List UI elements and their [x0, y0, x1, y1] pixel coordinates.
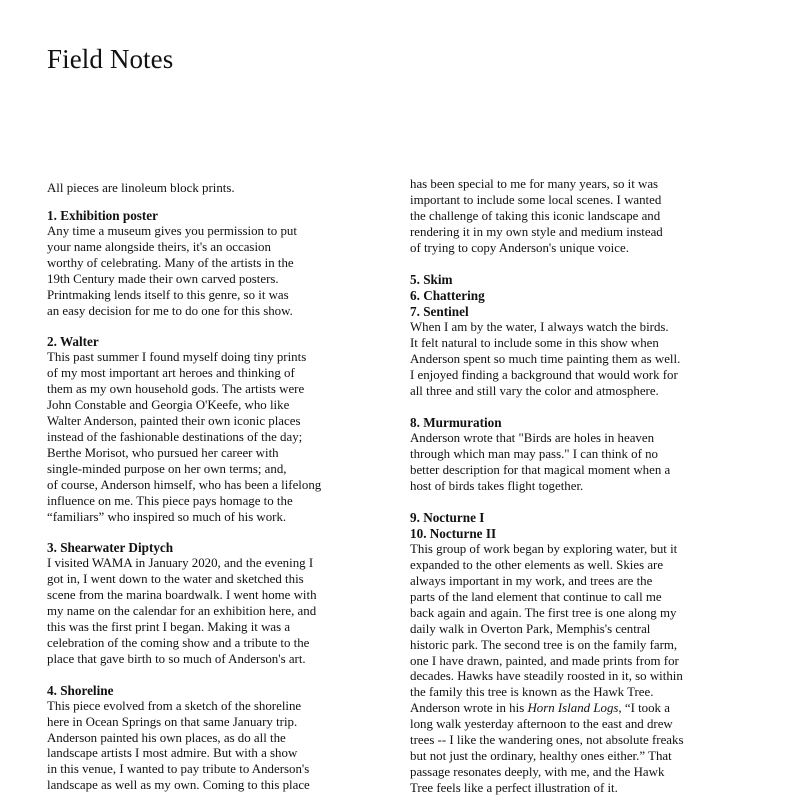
body-line: all three and still vary the color and atmosphere. — [410, 384, 659, 399]
body-line: passage resonates deeply, with me, and the Hawk — [410, 764, 665, 779]
body-line: John Constable and Georgia O'Keefe, who like — [47, 398, 290, 413]
entry-heading — [47, 683, 347, 699]
body-line: better description for that magical moment when a — [410, 462, 671, 477]
body-line: Any time a museum gives you permission to put — [47, 224, 297, 238]
body-line: back again and again. The first tree is one along my — [410, 605, 677, 620]
body-line: an easy decision for me to do one for this show. — [47, 303, 293, 318]
body-line: Anderson painted his own places, as do all the — [47, 730, 286, 745]
body-line: place that gave birth to so much of Anderson's art. — [47, 651, 306, 666]
body-line: of course, Anderson himself, who has been a lifelong — [47, 477, 322, 492]
body-line: always important in my work, and trees are the — [410, 573, 653, 588]
entry-exhibition-poster — [47, 208, 347, 319]
body-line: in this venue, I wanted to pay tribute to Anderson's — [47, 762, 310, 777]
body-line: my name on the calendar for an exhibition here, and — [47, 604, 317, 619]
body-line: important to include some local scenes. I wanted — [410, 192, 662, 207]
body-line: trees -- I like the wandering ones, not absolute freaks — [410, 733, 684, 748]
left-column — [47, 176, 347, 809]
entry-title: 7. Sentinel — [410, 304, 469, 320]
body-line: This piece evolved from a sketch of the shoreline — [47, 698, 302, 713]
body-line: “familiars” who inspired so much of his work. — [47, 509, 287, 524]
body-line: Tree feels like a perfect illustration of it. — [410, 780, 618, 795]
entry-heading — [410, 272, 720, 321]
body-line: single-minded purpose on her own terms; and, — [47, 461, 287, 476]
body-line: 19th Century made their own carved posters. — [47, 271, 279, 286]
body-line: parts of the land element that continue to call me — [410, 589, 662, 604]
body-line: instead of the fashionable destinations of the day; — [47, 429, 303, 444]
body-line: Walter Anderson, painted their own iconic places — [47, 414, 301, 429]
entry-heading — [410, 510, 720, 543]
body-line: one I have drawn, painted, and made prints from for — [410, 653, 679, 668]
body-line: Printmaking lends itself to this genre, so it was — [47, 287, 289, 302]
entry-heading — [47, 334, 347, 350]
body-line: through which man may pass." I can think of no — [410, 446, 658, 461]
body-line: the challenge of taking this iconic landscape and — [410, 208, 661, 223]
entry-walter — [47, 334, 347, 525]
entry-heading — [410, 415, 720, 431]
body-text: , “I took a — [618, 701, 670, 716]
body-line: but not just the ordinary, healthy ones either.” That — [410, 748, 672, 763]
body-line: landscape as well as my own. Coming to this place — [47, 778, 310, 793]
body-line: I visited WAMA in January 2020, and the evening I — [47, 556, 314, 571]
body-line: expanded to the other elements as well. Skies are — [410, 558, 664, 573]
body-line: long walk yesterday afternoon to the east and drew — [410, 717, 673, 732]
entry-title: 8. Murmuration — [410, 414, 502, 430]
body-line-with-italic — [410, 701, 720, 717]
body-line: When I am by the water, I always watch the birds. — [410, 320, 669, 335]
body-line: This past summer I found myself doing tiny prints — [47, 350, 307, 365]
body-line: decades. Hawks have steadily roosted in it, so within — [410, 669, 683, 684]
entry-shoreline — [47, 683, 347, 794]
body-line: I enjoyed finding a background that would work for — [410, 368, 678, 383]
body-line: of trying to copy Anderson's unique voice. — [410, 240, 629, 255]
page-title: Field Notes — [47, 44, 174, 74]
body-line: host of birds takes flight together. — [410, 478, 584, 493]
body-line: got in, I went down to the water and sketched this — [47, 572, 304, 587]
entry-title: 2. Walter — [47, 334, 99, 350]
body-line: historic park. The second tree is on the family farm, — [410, 637, 678, 652]
entry-title: 9. Nocturne I — [410, 509, 485, 525]
body-line: Anderson wrote that "Birds are holes in heaven — [410, 430, 655, 445]
body-line: daily walk in Overton Park, Memphis's central — [410, 621, 651, 636]
body-line: It felt natural to include some in this show when — [410, 336, 659, 351]
entry-title: 1. Exhibition poster — [47, 208, 159, 223]
body-line: landscape artists I most admire. But with a show — [47, 746, 298, 761]
body-text: Anderson wrote in his — [410, 701, 528, 716]
body-line: influence on me. This piece pays homage to the — [47, 493, 293, 508]
entry-title: 4. Shoreline — [47, 682, 114, 698]
body-line: rendering it in my own style and medium instead — [410, 224, 663, 239]
body-line: your name alongside theirs, it's an occasion — [47, 239, 271, 254]
book-title: Horn Island Logs — [527, 701, 619, 716]
entry-title: 6. Chattering — [410, 287, 485, 303]
body-line: worthy of celebrating. Many of the artists in the — [47, 255, 294, 270]
entry-nocturnes — [410, 510, 720, 797]
entry-title: 3. Shearwater Diptych — [47, 540, 174, 556]
entry-heading — [47, 540, 347, 556]
body-line: them as my own household gods. The artists were — [47, 382, 305, 397]
body-line: This group of work began by exploring water, but it — [410, 542, 678, 557]
entry-skim-chattering-sentinel — [410, 272, 720, 400]
body-line: celebration of the coming show and a tribute to the — [47, 635, 310, 650]
body-line: this was the first print I began. Making it was a — [47, 620, 291, 635]
body-line: Berthe Morisot, who pursued her career with — [47, 445, 279, 460]
body-line: has been special to me for many years, so it was — [410, 177, 659, 191]
entry-heading — [47, 208, 347, 224]
body-line: scene from the marina boardwalk. I went home with — [47, 588, 317, 603]
entry-title: 10. Nocturne II — [410, 525, 497, 541]
entry-murmuration — [410, 415, 720, 495]
body-line: of my most important art heroes and thinking of — [47, 366, 295, 381]
body-line: Anderson spent so much time painting them as well. — [410, 352, 681, 367]
body-line: here in Ocean Springs on that same January trip. — [47, 714, 298, 729]
right-column — [410, 177, 720, 812]
body-line: the family this tree is known as the Hawk Tree. — [410, 685, 654, 700]
continuation-paragraph — [410, 177, 720, 257]
entry-shearwater-diptych — [47, 540, 347, 667]
intro-text: All pieces are linoleum block prints. — [47, 181, 235, 195]
entry-title: 5. Skim — [410, 271, 453, 287]
